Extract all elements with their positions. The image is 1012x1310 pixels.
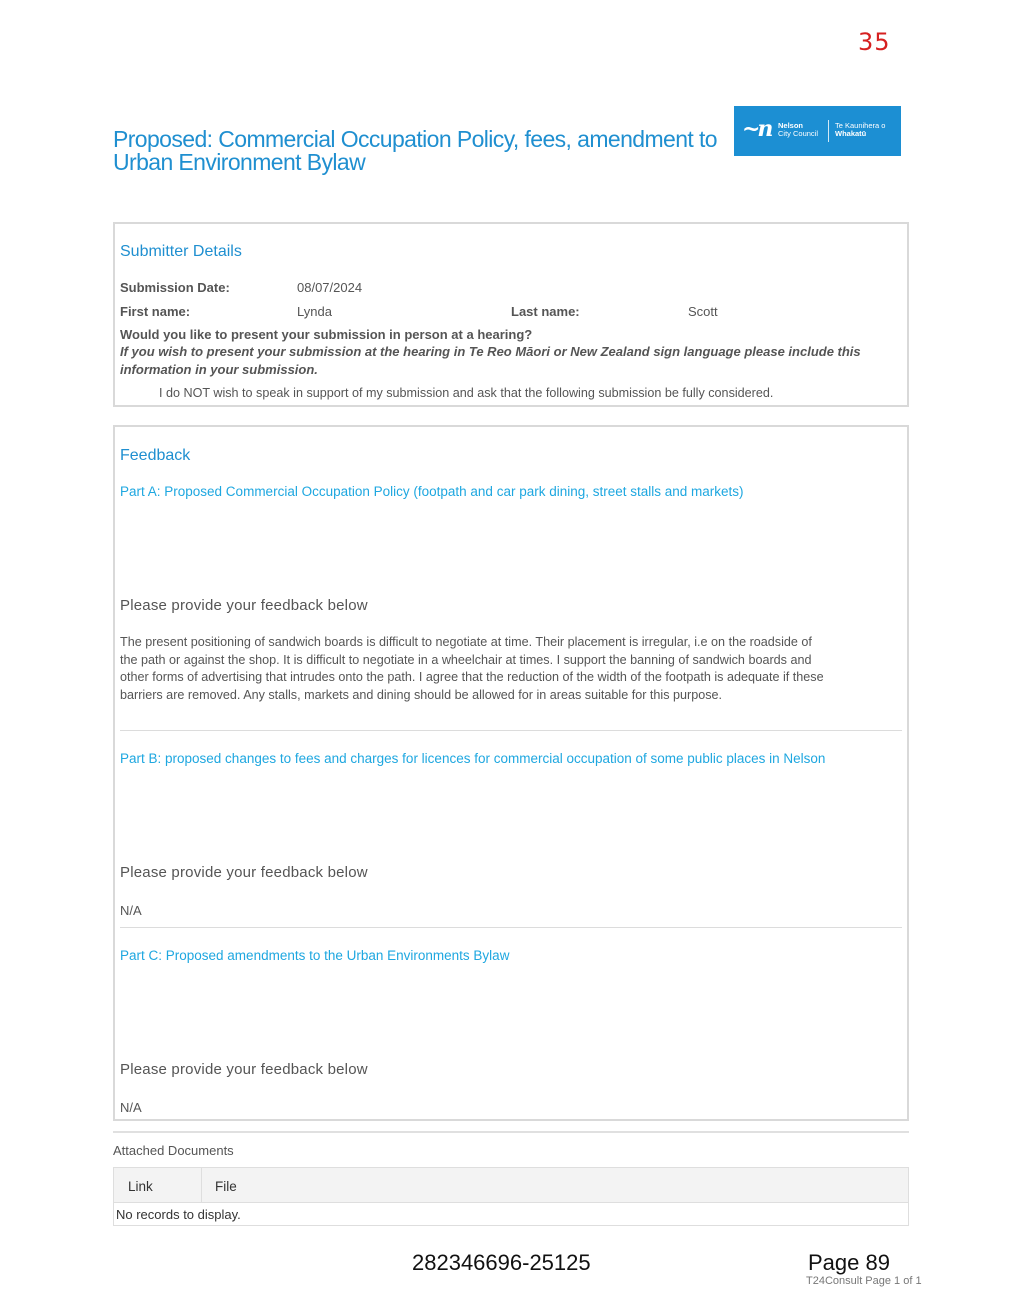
- council-logo: [734, 106, 901, 156]
- hearing-answer: I do NOT wish to speak in support of my submission and ask that the following submission be fully considered.: [159, 386, 774, 400]
- submitter-details-heading: Submitter Details: [120, 243, 242, 260]
- part-b-answer: N/A: [120, 903, 142, 918]
- attachments-divider: [113, 1131, 909, 1133]
- column-header-link[interactable]: Link: [128, 1179, 153, 1194]
- last-name-value: Scott: [688, 304, 718, 319]
- logo-text-english: [778, 122, 818, 138]
- first-name-label: First name:: [120, 304, 191, 319]
- hearing-note: If you wish to present your submission at the hearing in Te Reo Māori or New Zealand sign language please include this information in your submission.: [120, 344, 861, 377]
- column-header-file[interactable]: File: [215, 1179, 237, 1194]
- document-id: 282346696-25125: [412, 1250, 591, 1275]
- submission-date-value: 08/07/2024: [297, 280, 363, 295]
- attachments-title: Attached Documents: [113, 1143, 234, 1158]
- part-a-answer: The present positioning of sandwich boards is difficult to negotiate at time. Their placement is irregular, i.e on the roadside of the path or against the shop. It is difficult to negotiate in a wheelchair at times. I support the banning of sandwich boards and other forms of advertising that intrudes onto the path. I agree that the reduction of the width of the footpath is adequate if these barriers are removed. Any stalls, markets and dining should be allowed for in areas suitable for this purpose.: [120, 635, 824, 702]
- part-a-heading: Part A: Proposed Commercial Occupation Policy (footpath and car park dining, street stalls and markets): [120, 484, 744, 499]
- part-a-divider: [120, 730, 902, 731]
- logo-line1: Nelson: [778, 121, 804, 130]
- part-c-heading: Part C: Proposed amendments to the Urban Environments Bylaw: [120, 948, 510, 963]
- page-label: Page 89: [808, 1250, 890, 1275]
- submitter-details-panel: [113, 222, 909, 407]
- attachments-empty-row: [113, 1203, 909, 1226]
- first-name-value: Lynda: [297, 304, 332, 319]
- column-separator: [201, 1168, 202, 1202]
- submission-date-label: Submission Date:: [120, 280, 230, 295]
- logo-text-maori: [835, 122, 885, 138]
- attachments-table-header: [113, 1167, 909, 1203]
- logo-line4: Whakatū: [835, 129, 867, 138]
- part-b-prompt: Please provide your feedback below: [120, 864, 368, 881]
- logo-line3: Te Kaunihera o: [835, 121, 886, 130]
- part-c-answer: N/A: [120, 1100, 142, 1115]
- feedback-heading: Feedback: [120, 447, 191, 464]
- part-b-divider: [120, 927, 902, 928]
- part-c-prompt: Please provide your feedback below: [120, 1061, 368, 1078]
- feedback-panel: [113, 425, 909, 1121]
- nelson-logo-mark-icon: ~n: [742, 116, 771, 142]
- logo-divider: [828, 120, 829, 142]
- logo-line2: City Council: [778, 129, 819, 138]
- part-a-prompt: Please provide your feedback below: [120, 597, 368, 614]
- no-records-text: No records to display.: [116, 1207, 241, 1222]
- part-b-heading: Part B: proposed changes to fees and charges for licences for commercial occupation of some public places in Nelson: [120, 751, 826, 766]
- last-name-label: Last name:: [511, 304, 580, 319]
- page-number-red: 35: [858, 28, 891, 56]
- page-title: Proposed: Commercial Occupation Policy, fees, amendment to Urban Environment Bylaw: [113, 126, 717, 175]
- page-footer-small: T24Consult Page 1 of 1: [806, 1275, 922, 1287]
- hearing-question: Would you like to present your submission in person at a hearing?: [120, 327, 533, 342]
